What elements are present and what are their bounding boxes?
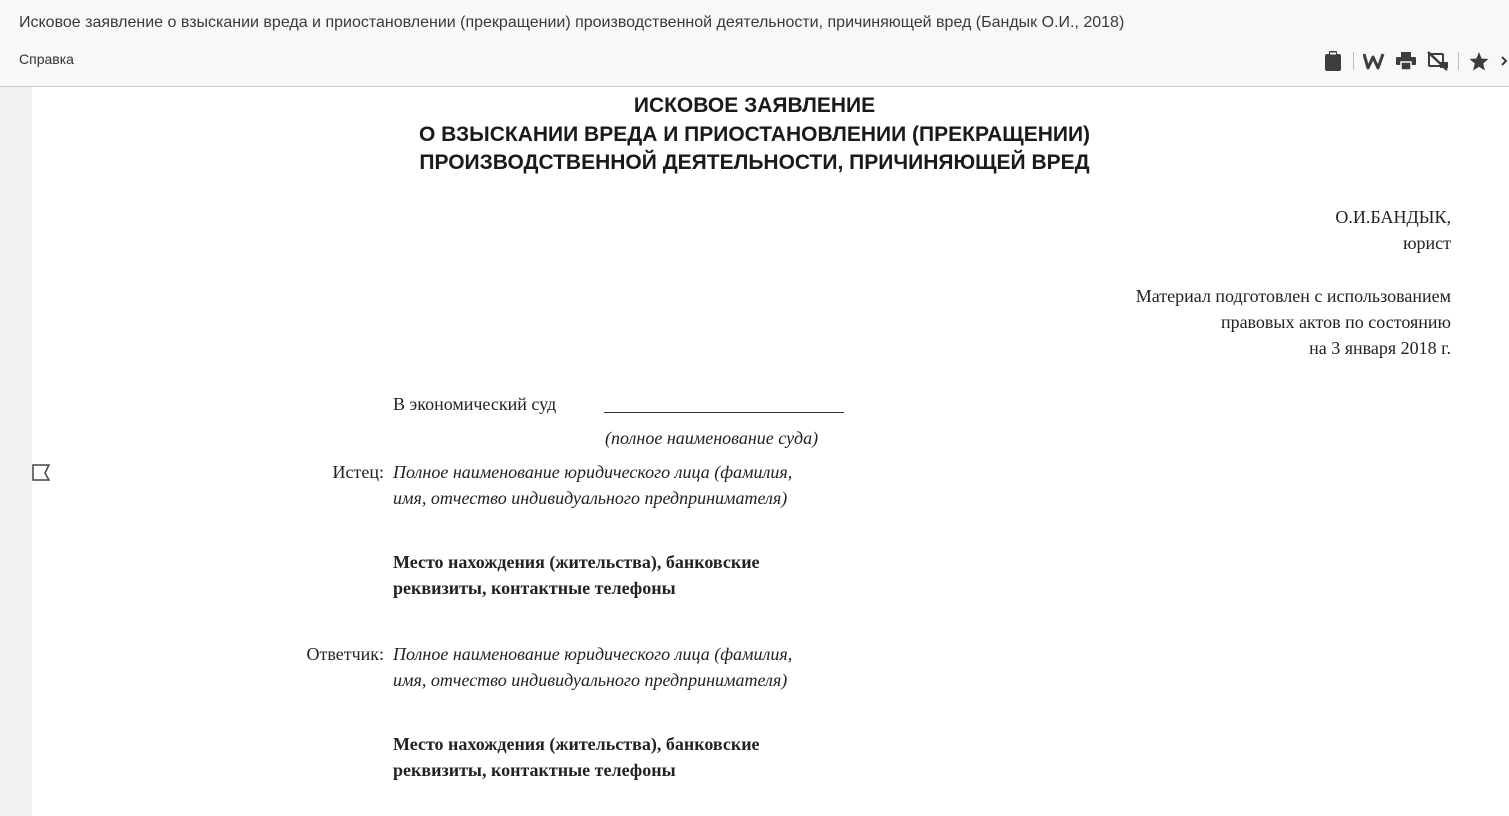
plaintiff-line: имя, отчество индивидуального предпринимателя)	[393, 488, 788, 508]
note-line: правовых актов по состоянию	[1220, 312, 1451, 332]
help-menu-link[interactable]: Справка	[19, 51, 74, 67]
window-title: Исковое заявление о взыскании вреда и приостановлении (прекращении) производственной деятельности, причиняющей вред (Бандык О.И., 2018)	[19, 14, 1125, 31]
plaintiff-label: Истец:	[332, 462, 384, 482]
court-hint: (полное наименование суда)	[605, 428, 819, 448]
document-heading-line3: ПРОИЗВОДСТВЕННОЙ ДЕЯТЕЛЬНОСТИ, ПРИЧИНЯЮЩЕЙ ВРЕД	[419, 151, 1090, 174]
plaintiff-address-line: реквизиты, контактные телефоны	[393, 578, 676, 598]
defendant-name-block	[393, 641, 792, 693]
document-heading-line1: ИСКОВОЕ ЗАЯВЛЕНИЕ	[633, 94, 876, 117]
plaintiff-name-block	[393, 459, 792, 511]
author-block	[1335, 204, 1451, 256]
bookmark-icon[interactable]	[32, 463, 50, 481]
word-export-icon[interactable]	[1362, 49, 1386, 73]
author-name: О.И.БАНДЫК,	[1335, 207, 1451, 227]
court-label: В экономический суд	[393, 394, 557, 414]
note-line: Материал подготовлен с использованием	[1135, 286, 1451, 306]
print-icon[interactable]	[1394, 49, 1418, 73]
material-note	[1136, 283, 1451, 361]
left-gutter	[0, 87, 32, 816]
defendant-address-block	[393, 731, 760, 783]
clipboard-icon[interactable]	[1321, 49, 1345, 73]
plaintiff-address-line: Место нахождения (жительства), банковские	[393, 552, 760, 572]
toolbar-separator	[1353, 52, 1354, 70]
defendant-label: Ответчик:	[306, 644, 384, 664]
document-page	[32, 87, 1509, 816]
app-header	[0, 0, 1509, 87]
author-role: юрист	[1403, 233, 1451, 253]
star-icon[interactable]	[1467, 49, 1491, 73]
defendant-line: Полное наименование юридического лица (фамилия,	[393, 644, 793, 664]
document-heading-line2: О ВЗЫСКАНИИ ВРЕДА И ПРИОСТАНОВЛЕНИИ (ПРЕКРАЩЕНИИ)	[418, 123, 1091, 146]
note-line: на 3 января 2018 г.	[1309, 338, 1451, 358]
plaintiff-line: Полное наименование юридического лица (фамилия,	[393, 462, 793, 482]
toolbar-separator	[1458, 52, 1459, 70]
court-name-field	[604, 412, 844, 413]
defendant-address-line: Место нахождения (жительства), банковские	[393, 734, 760, 754]
document-toolbar	[1313, 48, 1509, 74]
translate-off-icon[interactable]	[1426, 49, 1450, 73]
defendant-address-line: реквизиты, контактные телефоны	[393, 760, 676, 780]
defendant-line: имя, отчество индивидуального предпринимателя)	[393, 670, 788, 690]
plaintiff-address-block	[393, 549, 760, 601]
more-icon[interactable]	[1499, 49, 1509, 73]
